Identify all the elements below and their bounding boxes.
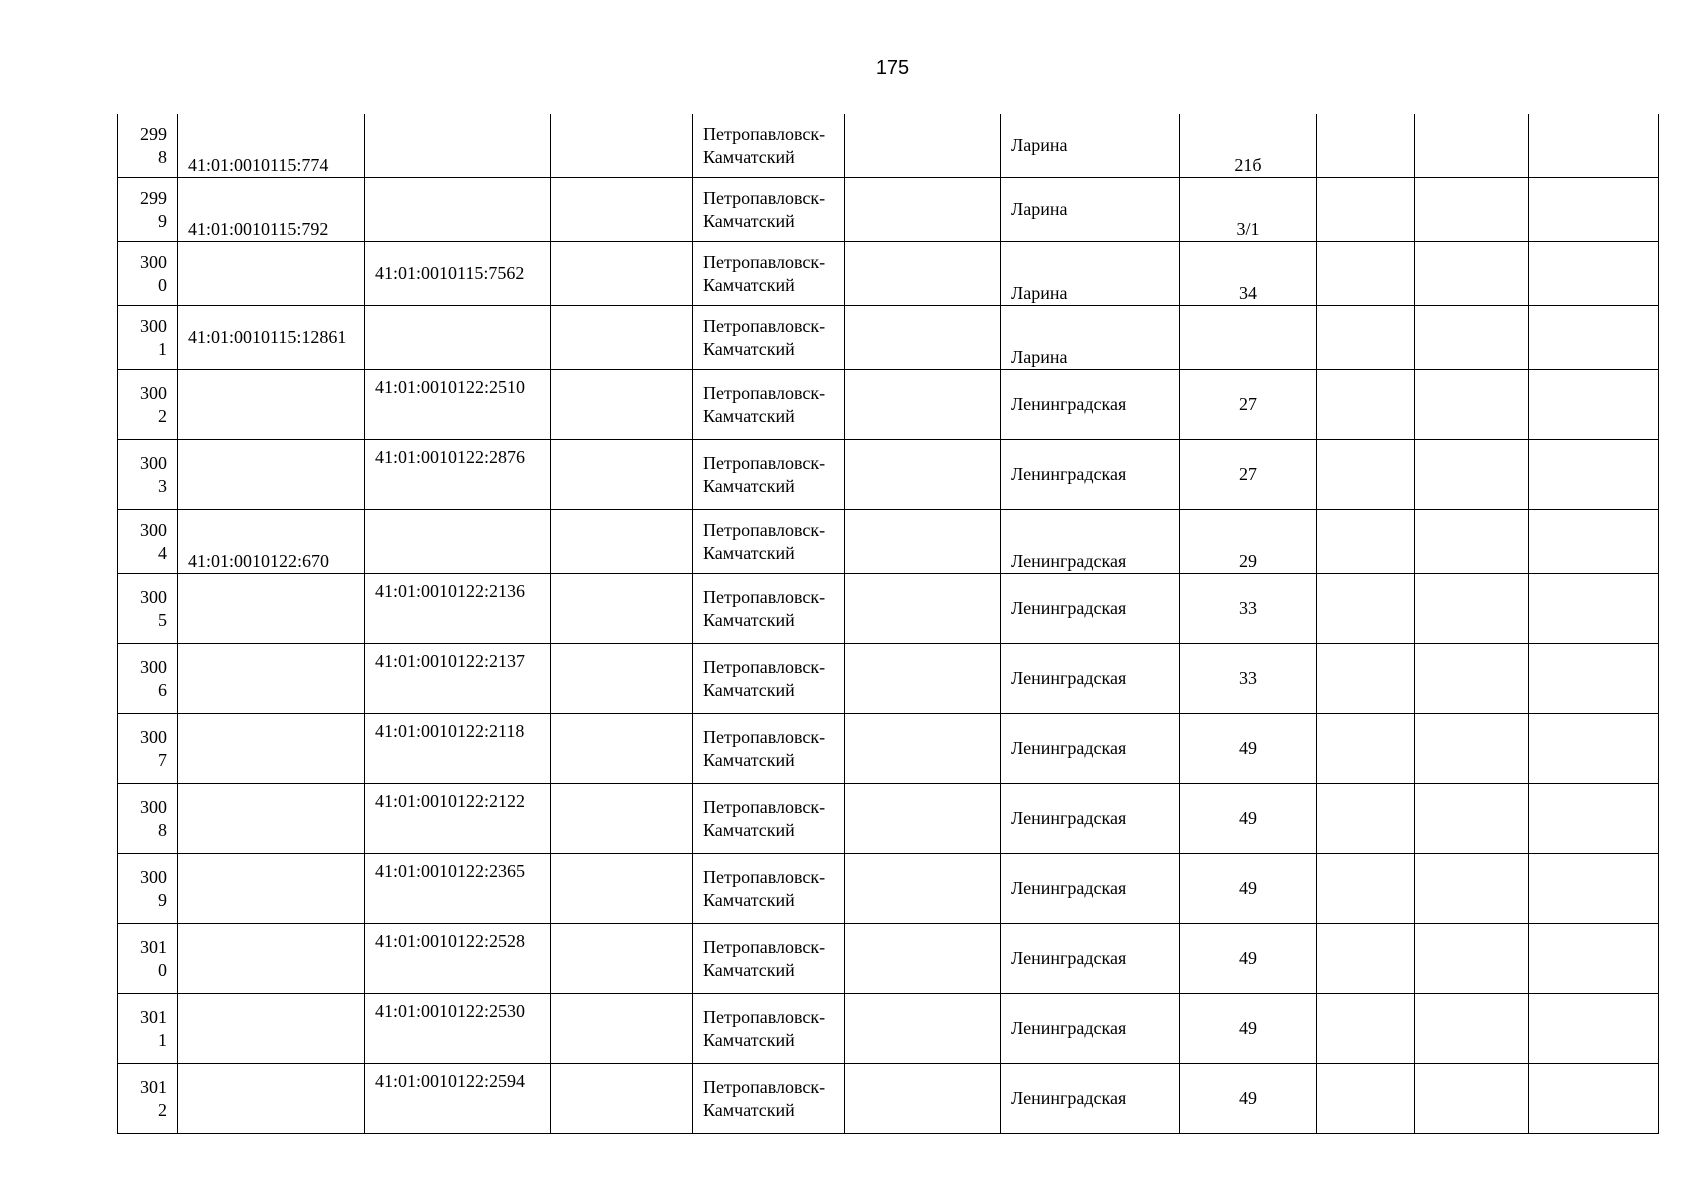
table-row [118,370,1659,440]
row-number: 300 8 [118,784,178,854]
city-cell: Петропавловск-Камчатский [693,644,845,714]
street-cell: Ленинградская [1001,370,1180,440]
page-number: 175 [875,57,910,79]
empty-cell [845,784,1001,854]
empty-cell [1415,178,1529,242]
cadastral-number-cell [178,854,365,924]
register-table [117,114,1659,1134]
empty-cell [1529,994,1659,1064]
empty-cell [1529,440,1659,510]
cadastral-number-cell [365,178,551,242]
empty-cell [845,242,1001,306]
empty-cell [1317,924,1415,994]
city-cell: Петропавловск-Камчатский [693,114,845,178]
empty-cell [551,242,693,306]
table-row [118,178,1659,242]
cadastral-number-cell: 41:01:0010122:2530 [365,994,551,1064]
table-row [118,1064,1659,1134]
empty-cell [1529,242,1659,306]
table-row [118,114,1659,178]
empty-cell [1529,784,1659,854]
cadastral-number-cell [178,714,365,784]
house-cell: 29 [1180,510,1317,574]
empty-cell [1415,510,1529,574]
house-cell: 49 [1180,994,1317,1064]
row-number: 300 4 [118,510,178,574]
street-cell: Ленинградская [1001,510,1180,574]
empty-cell [1415,1064,1529,1134]
empty-cell [551,306,693,370]
street-cell: Ленинградская [1001,924,1180,994]
empty-cell [1415,370,1529,440]
street-cell: Ленинградская [1001,714,1180,784]
empty-cell [1317,370,1415,440]
cadastral-number-cell [365,306,551,370]
empty-cell [1317,644,1415,714]
empty-cell [1529,1064,1659,1134]
empty-cell [1317,854,1415,924]
cadastral-number-cell [178,574,365,644]
row-number: 300 0 [118,242,178,306]
empty-cell [1317,178,1415,242]
cadastral-number-cell: 41:01:0010122:2528 [365,924,551,994]
city-cell: Петропавловск-Камчатский [693,178,845,242]
empty-cell [1529,510,1659,574]
house-cell: 33 [1180,644,1317,714]
street-cell: Ленинградская [1001,784,1180,854]
row-number: 300 2 [118,370,178,440]
empty-cell [1415,994,1529,1064]
house-cell: 49 [1180,854,1317,924]
empty-cell [1529,370,1659,440]
street-cell: Ларина [1001,114,1180,178]
empty-cell [551,440,693,510]
empty-cell [1529,644,1659,714]
cadastral-number-cell [178,994,365,1064]
street-cell: Ленинградская [1001,854,1180,924]
row-number: 301 1 [118,994,178,1064]
table-row [118,242,1659,306]
empty-cell [1317,1064,1415,1134]
empty-cell [1529,574,1659,644]
empty-cell [1529,114,1659,178]
row-number: 300 3 [118,440,178,510]
table-row [118,714,1659,784]
empty-cell [845,854,1001,924]
table-row [118,784,1659,854]
empty-cell [1415,114,1529,178]
cadastral-number-cell: 41:01:0010122:2510 [365,370,551,440]
house-cell: 27 [1180,370,1317,440]
empty-cell [1529,306,1659,370]
empty-cell [551,574,693,644]
row-number: 301 2 [118,1064,178,1134]
house-cell [1180,306,1317,370]
table-row [118,306,1659,370]
city-cell: Петропавловск-Камчатский [693,1064,845,1134]
empty-cell [845,178,1001,242]
table-row [118,510,1659,574]
row-number: 300 5 [118,574,178,644]
cadastral-number-cell [178,242,365,306]
empty-cell [551,924,693,994]
empty-cell [845,714,1001,784]
house-cell: 49 [1180,1064,1317,1134]
empty-cell [551,994,693,1064]
empty-cell [1317,784,1415,854]
empty-cell [1415,574,1529,644]
empty-cell [551,114,693,178]
empty-cell [845,440,1001,510]
house-cell: 49 [1180,784,1317,854]
cadastral-number-cell [178,1064,365,1134]
empty-cell [1529,924,1659,994]
empty-cell [845,306,1001,370]
city-cell: Петропавловск-Камчатский [693,784,845,854]
city-cell: Петропавловск-Камчатский [693,510,845,574]
empty-cell [1317,440,1415,510]
cadastral-number-cell: 41:01:0010122:2594 [365,1064,551,1134]
street-cell: Ленинградская [1001,994,1180,1064]
empty-cell [845,644,1001,714]
empty-cell [1317,510,1415,574]
row-number: 299 9 [118,178,178,242]
cadastral-number-cell: 41:01:0010115:7562 [365,242,551,306]
row-number: 300 7 [118,714,178,784]
cadastral-number-cell: 41:01:0010115:792 [178,178,365,242]
empty-cell [1415,784,1529,854]
house-cell: 49 [1180,714,1317,784]
empty-cell [1317,306,1415,370]
empty-cell [1317,994,1415,1064]
cadastral-number-cell: 41:01:0010122:2122 [365,784,551,854]
empty-cell [551,854,693,924]
row-number: 300 1 [118,306,178,370]
table-row [118,854,1659,924]
empty-cell [551,1064,693,1134]
cadastral-number-cell [178,440,365,510]
empty-cell [551,714,693,784]
empty-cell [845,924,1001,994]
empty-cell [845,114,1001,178]
cadastral-number-cell [178,784,365,854]
empty-cell [1529,854,1659,924]
city-cell: Петропавловск-Камчатский [693,854,845,924]
cadastral-number-cell [178,924,365,994]
city-cell: Петропавловск-Камчатский [693,370,845,440]
house-cell: 33 [1180,574,1317,644]
empty-cell [1415,306,1529,370]
city-cell: Петропавловск-Камчатский [693,440,845,510]
street-cell: Ленинградская [1001,1064,1180,1134]
table-row [118,574,1659,644]
empty-cell [845,370,1001,440]
empty-cell [1317,714,1415,784]
table-row [118,644,1659,714]
cadastral-number-cell: 41:01:0010122:2876 [365,440,551,510]
table-row [118,994,1659,1064]
cadastral-number-cell: 41:01:0010122:2118 [365,714,551,784]
house-cell: 49 [1180,924,1317,994]
empty-cell [845,574,1001,644]
empty-cell [1415,644,1529,714]
empty-cell [1415,854,1529,924]
table-row [118,440,1659,510]
empty-cell [1317,242,1415,306]
empty-cell [551,644,693,714]
empty-cell [551,510,693,574]
city-cell: Петропавловск-Камчатский [693,574,845,644]
city-cell: Петропавловск-Камчатский [693,242,845,306]
empty-cell [845,510,1001,574]
row-number: 299 8 [118,114,178,178]
empty-cell [1415,714,1529,784]
cadastral-number-cell [365,114,551,178]
empty-cell [1529,714,1659,784]
empty-cell [1415,242,1529,306]
cadastral-number-cell: 41:01:0010115:12861 [178,306,365,370]
empty-cell [551,370,693,440]
cadastral-number-cell [365,510,551,574]
city-cell: Петропавловск-Камчатский [693,306,845,370]
cadastral-number-cell [178,370,365,440]
empty-cell [1317,114,1415,178]
cadastral-number-cell: 41:01:0010122:2365 [365,854,551,924]
house-cell: 34 [1180,242,1317,306]
house-cell: 3/1 [1180,178,1317,242]
street-cell: Ленинградская [1001,574,1180,644]
cadastral-number-cell: 41:01:0010122:2137 [365,644,551,714]
cadastral-number-cell: 41:01:0010115:774 [178,114,365,178]
table-row [118,924,1659,994]
empty-cell [551,784,693,854]
empty-cell [1317,574,1415,644]
row-number: 300 9 [118,854,178,924]
cadastral-number-cell: 41:01:0010122:670 [178,510,365,574]
house-cell: 27 [1180,440,1317,510]
cadastral-number-cell: 41:01:0010122:2136 [365,574,551,644]
street-cell: Ленинградская [1001,440,1180,510]
city-cell: Петропавловск-Камчатский [693,924,845,994]
street-cell: Ларина [1001,242,1180,306]
city-cell: Петропавловск-Камчатский [693,714,845,784]
street-cell: Ларина [1001,178,1180,242]
street-cell: Ларина [1001,306,1180,370]
empty-cell [1415,440,1529,510]
cadastral-number-cell [178,644,365,714]
row-number: 301 0 [118,924,178,994]
row-number: 300 6 [118,644,178,714]
empty-cell [551,178,693,242]
empty-cell [845,994,1001,1064]
empty-cell [1529,178,1659,242]
street-cell: Ленинградская [1001,644,1180,714]
empty-cell [845,1064,1001,1134]
house-cell: 21б [1180,114,1317,178]
empty-cell [1415,924,1529,994]
city-cell: Петропавловск-Камчатский [693,994,845,1064]
